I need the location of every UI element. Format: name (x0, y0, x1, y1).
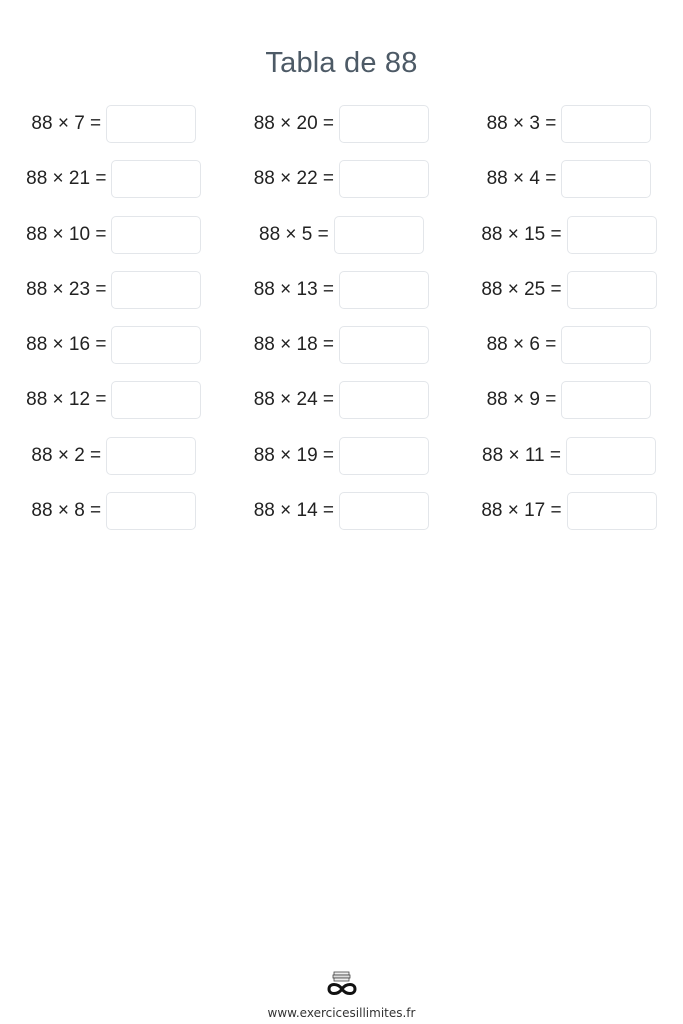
answer-input[interactable] (339, 492, 429, 530)
exercise-row (0, 215, 683, 270)
exercise-item (0, 380, 228, 420)
answer-input[interactable] (567, 492, 657, 530)
exercise-item (0, 491, 228, 531)
answer-input[interactable] (111, 160, 201, 198)
exercise-label: 88 × 25 = (481, 278, 562, 300)
exercise-item (455, 325, 683, 365)
exercise-item (228, 159, 456, 199)
exercise-item (0, 159, 228, 199)
exercise-item (455, 104, 683, 144)
exercise-item (455, 215, 683, 255)
exercise-label: 88 × 5 = (259, 223, 329, 245)
exercise-row (0, 436, 683, 491)
answer-input[interactable] (339, 326, 429, 364)
answer-input[interactable] (566, 437, 656, 475)
site-url: www.exercicesillimites.fr (267, 1006, 416, 1020)
exercise-label: 88 × 9 = (486, 389, 557, 411)
page-title: Tabla de 88 (265, 47, 418, 80)
exercise-label: 88 × 7 = (31, 113, 102, 134)
exercise-label: 88 × 15 = (481, 223, 562, 245)
answer-input[interactable] (561, 105, 651, 143)
exercise-label: 88 × 18 = (253, 334, 335, 356)
answer-input[interactable] (561, 326, 651, 364)
exercise-item (0, 215, 228, 255)
exercise-label: 88 × 6 = (486, 334, 557, 356)
exercise-label: 88 × 19 = (253, 444, 335, 466)
answer-input[interactable] (334, 216, 424, 254)
exercise-row (0, 491, 683, 546)
exercise-item (455, 159, 683, 199)
answer-input[interactable] (106, 105, 196, 143)
exercise-item (228, 270, 456, 310)
exercise-row (0, 380, 683, 435)
exercise-label: 88 × 22 = (253, 168, 335, 190)
exercise-item (228, 325, 456, 365)
exercise-label: 88 × 23 = (26, 278, 107, 300)
exercise-item (455, 270, 683, 310)
answer-input[interactable] (561, 381, 651, 419)
answer-input[interactable] (111, 381, 201, 419)
exercise-label: 88 × 10 = (26, 223, 107, 245)
exercise-row (0, 104, 683, 159)
exercise-item (228, 436, 456, 476)
footer (0, 970, 683, 1020)
exercise-grid (0, 104, 683, 546)
exercise-label: 88 × 14 = (253, 500, 335, 522)
answer-input[interactable] (111, 216, 201, 254)
exercise-item (0, 325, 228, 365)
answer-input[interactable] (567, 271, 657, 309)
exercise-item (228, 380, 456, 420)
exercise-item (0, 436, 228, 476)
answer-input[interactable] (106, 437, 196, 475)
exercise-label: 88 × 8 = (31, 500, 102, 522)
exercise-label: 88 × 11 = (482, 444, 561, 466)
infinity-books-icon (325, 970, 359, 998)
answer-input[interactable] (339, 105, 429, 143)
exercise-label: 88 × 20 = (253, 113, 335, 134)
exercise-label: 88 × 21 = (26, 168, 107, 190)
exercise-item (455, 436, 683, 476)
answer-input[interactable] (339, 381, 429, 419)
exercise-item (0, 104, 228, 144)
exercise-row (0, 270, 683, 325)
exercise-label: 88 × 17 = (481, 500, 562, 522)
answer-input[interactable] (567, 216, 657, 254)
exercise-item (228, 215, 456, 255)
answer-input[interactable] (561, 160, 651, 198)
exercise-row (0, 325, 683, 380)
exercise-item (455, 380, 683, 420)
exercise-label: 88 × 24 = (253, 389, 335, 411)
exercise-label: 88 × 12 = (26, 389, 107, 411)
answer-input[interactable] (339, 160, 429, 198)
answer-input[interactable] (111, 326, 201, 364)
exercise-label: 88 × 13 = (253, 278, 335, 300)
exercise-row (0, 159, 683, 214)
answer-input[interactable] (111, 271, 201, 309)
exercise-label: 88 × 4 = (486, 168, 557, 190)
exercise-item (455, 491, 683, 531)
answer-input[interactable] (339, 271, 429, 309)
exercise-item (0, 270, 228, 310)
answer-input[interactable] (106, 492, 196, 530)
exercise-item (228, 491, 456, 531)
exercise-item (228, 104, 456, 144)
answer-input[interactable] (339, 437, 429, 475)
exercise-label: 88 × 3 = (486, 113, 557, 134)
exercise-label: 88 × 2 = (31, 444, 102, 466)
exercise-label: 88 × 16 = (26, 334, 107, 356)
